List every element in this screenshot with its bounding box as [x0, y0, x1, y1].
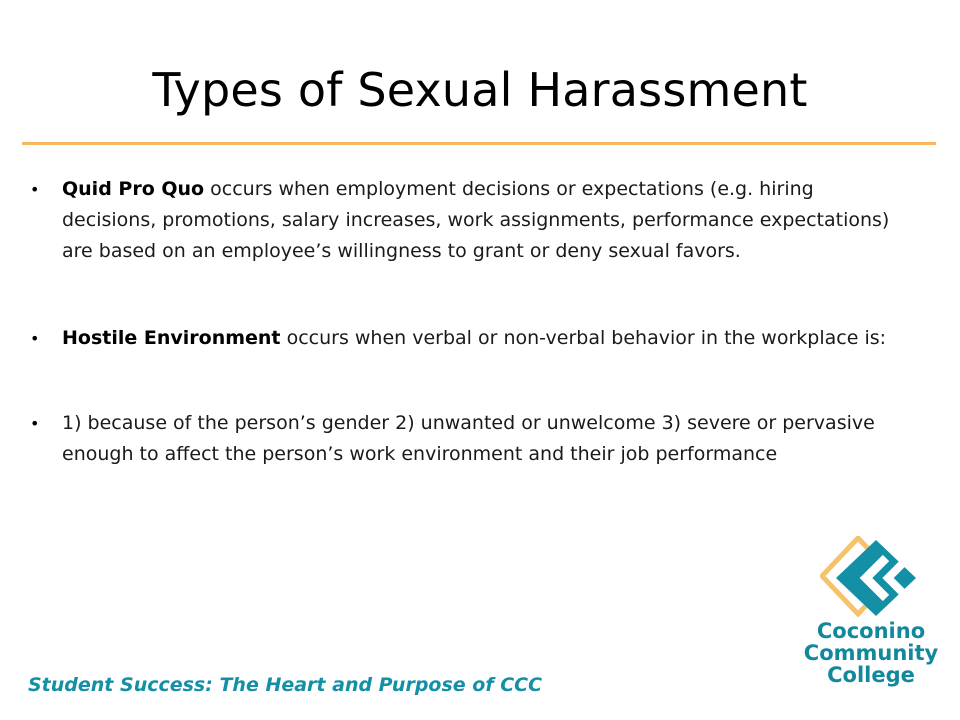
bullet-text: occurs when employment decisions or expectations (e.g. hiring decisions, promotions, salary increases, work assignments, performance expectations) are based on an employee’s willingness to grant or deny sexual favors. — [62, 178, 890, 262]
bullet-text: 1) because of the person’s gender 2) unwanted or unwelcome 3) severe or pervasive enough to affect the person’s work environment and their job performance — [62, 412, 875, 465]
wordmark-line-1: Coconino — [816, 619, 926, 643]
wordmark-line-2: Community — [803, 641, 939, 665]
college-wordmark — [796, 620, 946, 686]
bullet-criteria — [30, 408, 910, 470]
bullet-term: Quid Pro Quo — [62, 178, 205, 200]
footer-tagline: Student Success: The Heart and Purpose of CCC — [28, 674, 543, 696]
title-divider — [22, 142, 936, 145]
bullet-glyph: • — [30, 329, 40, 348]
bullet-hostile-environment — [30, 323, 910, 354]
bullet-list — [30, 174, 910, 470]
college-logo — [796, 536, 946, 696]
bullet-text: occurs when verbal or non-verbal behavior in the workplace is: — [280, 327, 887, 349]
wordmark-line-3: College — [827, 663, 915, 687]
bullet-glyph: • — [30, 414, 40, 433]
bullet-term: Hostile Environment — [62, 327, 281, 349]
slide-title: Types of Sexual Harassment — [152, 63, 808, 117]
bullet-glyph: • — [30, 180, 40, 199]
bullet-quid-pro-quo — [30, 174, 910, 267]
ccc-chevron-logo-icon — [820, 536, 920, 618]
